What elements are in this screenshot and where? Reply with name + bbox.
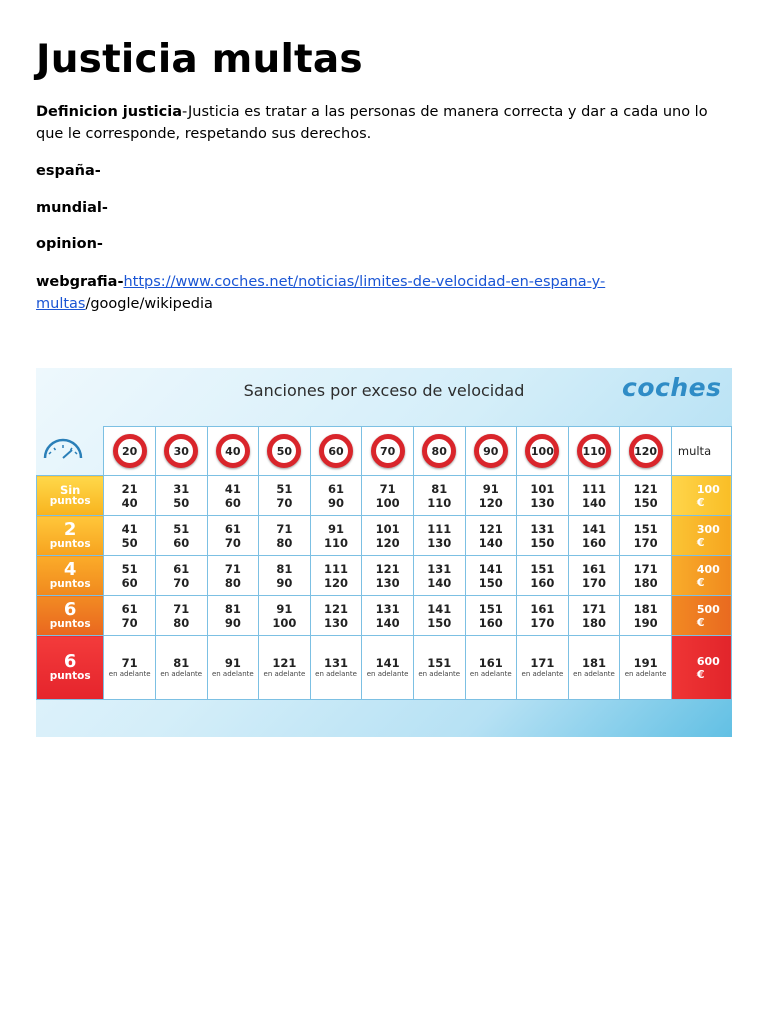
range-from: 151 [427,656,452,670]
speed-range-cell [104,556,156,596]
speed-range-cell [413,476,465,516]
range-from: 121 [324,601,349,616]
range-to: en adelante [315,670,357,678]
points-value: 2 [63,519,77,541]
range-to: 150 [633,495,658,510]
fines-row [37,556,732,596]
fine-amount: 400 € [671,556,731,596]
range-to: 80 [224,575,241,590]
speed-range-cell [362,516,414,556]
speed-limit-header [207,427,259,476]
speed-range-cell [517,476,569,516]
speed-range-cell [207,636,259,700]
speed-range-cell [310,556,362,596]
speed-range-cell [517,516,569,556]
speed-limit-header [259,427,311,476]
infographic-title: Sanciones por exceso de velocidad [243,381,525,400]
range-from: 171 [581,601,606,616]
range-from: 141 [427,601,452,616]
speed-range-cell [413,516,465,556]
speed-range-cell [362,556,414,596]
points-label [37,596,104,636]
range-from: 101 [375,521,400,536]
webgrafia-label: webgrafia- [36,274,124,290]
range-to: 90 [276,575,293,590]
range-to: en adelante [211,670,254,678]
range-to: 120 [324,575,349,590]
range-to: 130 [427,535,452,550]
speed-range-cell [465,636,517,700]
range-to: 150 [478,575,503,590]
points-value: Sin [59,482,81,497]
range-from: 41 [121,521,138,536]
webgrafia-link[interactable]: https://www.coches.net/noticias/limites-de-velocidad-en-espana-y-multas [36,274,606,312]
fines-row [37,636,732,700]
range-from: 51 [276,481,293,496]
range-to: 120 [375,535,400,550]
speed-range-cell [104,476,156,516]
range-to: en adelante [469,670,512,678]
speed-range-cell [517,556,569,596]
points-unit: puntos [49,578,91,591]
range-from: 91 [482,481,499,496]
range-to: 190 [633,615,658,630]
speed-limit-sign-icon: 70 [371,434,405,468]
range-to: 70 [121,615,138,630]
range-from: 121 [272,656,297,670]
range-from: 91 [224,656,241,670]
range-to: 70 [173,575,190,590]
range-to: 50 [121,535,138,550]
range-from: 181 [633,601,658,616]
speed-range-cell [259,596,311,636]
speed-range-cell [310,476,362,516]
range-to: 80 [173,615,190,630]
range-to: 70 [276,495,293,510]
range-from: 81 [173,656,190,670]
brand-logo: coches [622,373,722,402]
range-from: 181 [581,656,606,670]
speed-limit-sign-icon: 90 [474,434,508,468]
speed-limit-sign-icon: 80 [422,434,456,468]
points-value: 6 [63,599,77,621]
speed-range-cell [104,516,156,556]
speed-range-cell [362,476,414,516]
opinion-label: opinion- [36,236,103,252]
range-to: 60 [173,535,190,550]
range-to: en adelante [160,670,203,678]
speed-limit-header [568,427,620,476]
speed-limit-sign-icon: 50 [267,434,301,468]
range-to: 130 [530,495,555,510]
range-from: 111 [427,521,452,536]
range-from: 81 [431,481,448,496]
speed-range-cell [155,556,207,596]
range-from: 21 [121,481,138,496]
speed-range-cell [207,516,259,556]
range-from: 101 [530,481,555,496]
range-from: 71 [276,521,293,536]
speed-range-cell [207,596,259,636]
range-from: 171 [633,561,658,576]
range-from: 61 [328,481,345,496]
speed-limit-header [620,427,672,476]
speedometer-cell [37,427,104,476]
espana-heading [36,160,736,182]
definicion-text: -Justicia es tratar a las personas de manera correcta y dar a cada uno lo que le corresponde, respetando sus derechos. [36,104,708,142]
range-from: 161 [581,561,606,576]
speed-range-cell [568,476,620,516]
speed-range-cell [155,476,207,516]
speed-range-cell [155,516,207,556]
speed-range-cell [620,596,672,636]
opinion-heading [36,233,736,255]
range-from: 121 [633,481,658,496]
range-to: 140 [427,575,452,590]
range-to: 180 [581,615,606,630]
range-to: en adelante [573,670,615,678]
speed-range-cell [568,556,620,596]
range-to: en adelante [624,670,667,678]
range-from: 111 [581,481,606,496]
page-title: Justicia multas [36,37,363,82]
speed-range-cell [310,636,362,700]
speed-limit-sign-icon: 120 [629,434,663,468]
speed-range-cell [465,476,517,516]
range-from: 111 [324,561,349,576]
speed-range-cell [155,636,207,700]
definicion-label: Definicion justicia [36,104,182,120]
range-to: en adelante [366,670,409,678]
speed-range-cell [362,596,414,636]
range-to: 150 [530,535,555,550]
range-from: 131 [427,561,452,576]
points-unit: puntos [49,670,91,683]
definicion-paragraph [36,101,736,145]
speed-range-cell [155,596,207,636]
range-from: 151 [633,521,658,536]
speed-limit-sign-icon: 30 [164,434,198,468]
range-from: 141 [375,656,400,670]
speed-limit-sign-icon: 60 [319,434,353,468]
speed-limit-header [310,427,362,476]
range-to: 130 [375,575,400,590]
espana-label: españa- [36,163,101,179]
speed-limit-sign-icon: 40 [216,434,250,468]
fines-row [37,476,732,516]
mundial-heading [36,197,736,219]
speed-range-cell [259,516,311,556]
speed-limit-sign-icon: 110 [577,434,611,468]
points-unit: puntos [49,618,91,631]
range-to: en adelante [108,670,151,678]
speed-range-cell [259,636,311,700]
fine-amount: 100 € [671,476,731,516]
range-to: 60 [121,575,138,590]
range-from: 121 [478,521,503,536]
range-from: 121 [375,561,400,576]
range-from: 161 [478,656,503,670]
speed-range-cell [620,556,672,596]
speed-range-cell [413,596,465,636]
range-to: 140 [581,495,606,510]
range-from: 131 [530,521,555,536]
speed-limit-header [517,427,569,476]
range-from: 131 [324,656,349,670]
speed-range-cell [413,636,465,700]
speed-limit-header [155,427,207,476]
range-from: 171 [530,656,555,670]
range-from: 81 [224,601,241,616]
speed-range-cell [465,596,517,636]
range-to: 120 [478,495,503,510]
range-to: 130 [324,615,349,630]
speed-range-cell [362,636,414,700]
range-to: 140 [478,535,503,550]
points-unit: puntos [49,495,91,507]
points-label [37,636,104,700]
range-from: 141 [478,561,503,576]
range-from: 191 [633,656,658,670]
range-to: 90 [328,495,345,510]
range-to: 160 [581,535,606,550]
fines-table [36,426,732,700]
range-to: 160 [478,615,503,630]
speed-range-cell [620,636,672,700]
speed-range-cell [259,476,311,516]
speed-range-cell [104,636,156,700]
speed-range-cell [310,596,362,636]
webgrafia-rest: /google/wikipedia [85,296,213,312]
speed-range-cell [207,476,259,516]
range-to: 60 [224,495,241,510]
speed-limit-sign-icon: 100 [525,434,559,468]
points-label [37,556,104,596]
points-value: 6 [63,651,77,673]
range-from: 71 [173,601,190,616]
points-label [37,476,104,516]
speed-range-cell [517,596,569,636]
range-to: 180 [633,575,658,590]
range-from: 51 [173,521,190,536]
range-from: 61 [173,561,190,576]
range-to: 170 [581,575,606,590]
range-from: 71 [379,481,396,496]
range-to: en adelante [263,670,306,678]
speed-range-cell [104,596,156,636]
range-from: 61 [224,521,241,536]
range-from: 71 [224,561,241,576]
points-value: 4 [63,559,77,581]
fines-row [37,596,732,636]
range-to: 170 [633,535,658,550]
range-to: 110 [427,495,452,510]
speed-range-cell [413,556,465,596]
range-from: 131 [375,601,400,616]
speed-range-cell [207,556,259,596]
range-from: 91 [328,521,345,536]
range-to: en adelante [521,670,564,678]
range-from: 61 [121,601,138,616]
range-to: 40 [121,495,138,510]
range-to: en adelante [418,670,461,678]
speed-range-cell [620,476,672,516]
speed-limit-header [413,427,465,476]
speed-range-cell [517,636,569,700]
speed-range-cell [620,516,672,556]
range-to: 150 [427,615,452,630]
range-from: 71 [121,656,138,670]
range-to: 170 [530,615,555,630]
speed-range-cell [568,596,620,636]
range-from: 81 [276,561,293,576]
speed-limit-header [362,427,414,476]
speed-limit-sign-icon: 20 [113,434,147,468]
fine-amount: 500 € [671,596,731,636]
range-to: 70 [224,535,241,550]
range-to: 160 [530,575,555,590]
range-to: 140 [375,615,400,630]
fines-row [37,516,732,556]
webgrafia-paragraph [36,271,611,315]
fine-amount: 600 € [671,636,731,700]
speed-range-cell [568,636,620,700]
range-from: 41 [224,481,241,496]
points-label [37,516,104,556]
range-from: 151 [530,561,555,576]
range-from: 31 [173,481,190,496]
speed-range-cell [259,556,311,596]
range-to: 90 [224,615,241,630]
fine-amount: 300 € [671,516,731,556]
range-from: 51 [121,561,138,576]
range-to: 110 [324,535,349,550]
speed-range-cell [465,556,517,596]
range-to: 80 [276,535,293,550]
mundial-label: mundial- [36,200,108,216]
speed-range-cell [465,516,517,556]
speed-range-cell [310,516,362,556]
range-to: 100 [272,615,297,630]
range-from: 91 [276,601,293,616]
speeding-fines-infographic [36,368,732,737]
range-from: 151 [478,601,503,616]
points-unit: puntos [49,538,91,551]
range-from: 141 [581,521,606,536]
multa-header: multa [671,427,731,476]
speed-range-cell [568,516,620,556]
range-from: 161 [530,601,555,616]
speed-limit-header [465,427,517,476]
range-to: 100 [375,495,400,510]
range-to: 50 [173,495,190,510]
speed-limit-header [104,427,156,476]
